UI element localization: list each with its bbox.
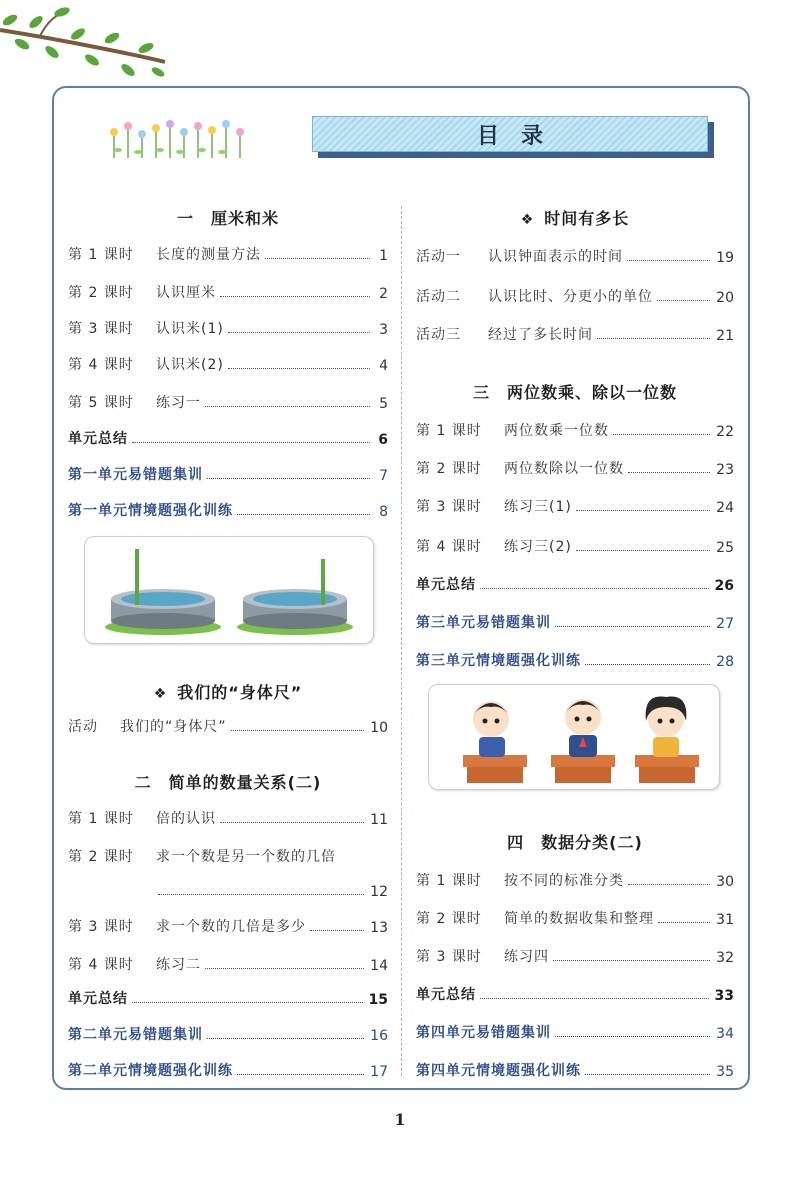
dot-leader — [265, 258, 370, 259]
toc-row-context[interactable]: 第四单元情境题强化训练 35 — [416, 1063, 734, 1080]
diamond-icon: ❖ — [153, 686, 168, 702]
dot-leader — [158, 894, 364, 895]
toc-row-context[interactable]: 第二单元情境题强化训练 17 — [68, 1063, 388, 1080]
toc-row[interactable]: 第 3 课时 认识米(1) 3 — [68, 321, 388, 338]
well-illustration — [84, 536, 374, 644]
toc-row-summary[interactable]: 单元总结 26 — [416, 577, 734, 594]
toc-row[interactable]: 活动二 认识比时、分更小的单位 20 — [416, 289, 734, 306]
branch-decoration-icon — [0, 0, 170, 90]
dot-leader — [576, 550, 710, 551]
toc-row-errors[interactable]: 第一单元易错题集训 7 — [68, 467, 388, 484]
dot-leader — [132, 442, 370, 443]
dot-leader — [553, 960, 710, 961]
toc-row[interactable]: 第 4 课时 练习二 14 — [68, 957, 388, 974]
toc-row[interactable]: 活动三 经过了多长时间 21 — [416, 327, 734, 344]
flower-decoration-icon — [108, 120, 248, 160]
unit1-heading: 一 厘米和米 — [176, 209, 279, 228]
toc-row[interactable]: 第 1 课时 长度的测量方法 1 — [68, 247, 388, 264]
dot-leader — [658, 922, 710, 923]
toc-row[interactable]: 活动 我们的“身体尺” 10 — [68, 719, 388, 736]
dot-leader — [585, 1074, 710, 1075]
dot-leader — [657, 300, 710, 301]
dot-leader — [480, 998, 709, 999]
toc-row-summary[interactable]: 单元总结 33 — [416, 987, 734, 1004]
toc-row-continued[interactable]: 12 — [68, 878, 388, 900]
toc-row[interactable]: 第 1 课时 按不同的标准分类 30 — [416, 873, 734, 890]
toc-row[interactable]: 第 2 课时 两位数除以一位数 23 — [416, 461, 734, 478]
toc-row[interactable]: 第 5 课时 练习一 5 — [68, 395, 388, 412]
dot-leader — [480, 588, 709, 589]
activity-heading: ❖ 我们的“身体尺” — [153, 683, 303, 702]
dot-leader — [207, 1038, 364, 1039]
well-illustration-icon — [85, 537, 373, 643]
toc-row[interactable]: 第 4 课时 练习三(2) 25 — [416, 539, 734, 556]
unit2-heading: 二 简单的数量关系(二) — [134, 773, 322, 792]
toc-row[interactable]: 第 2 课时 简单的数据收集和整理 31 — [416, 911, 734, 928]
toc-row-errors[interactable]: 第四单元易错题集训 34 — [416, 1025, 734, 1042]
dot-leader — [228, 332, 370, 333]
toc-row[interactable]: 第 2 课时 认识厘米 2 — [68, 285, 388, 302]
dot-leader — [613, 434, 710, 435]
dot-leader — [627, 260, 710, 261]
dot-leader — [310, 930, 364, 931]
dot-leader — [628, 472, 710, 473]
page-title: 目录 — [312, 116, 708, 152]
children-illustration-icon — [429, 685, 719, 789]
column-divider — [401, 206, 402, 1076]
dot-leader — [576, 510, 710, 511]
toc-row[interactable]: 活动一 认识钟面表示的时间 19 — [416, 249, 734, 266]
toc-row[interactable]: 第 3 课时 练习三(1) 24 — [416, 499, 734, 516]
toc-row[interactable]: 第 2 课时 求一个数是另一个数的几倍 — [68, 849, 336, 865]
toc-row-context[interactable]: 第三单元情境题强化训练 28 — [416, 653, 734, 670]
dot-leader — [555, 1036, 710, 1037]
toc-row[interactable]: 第 3 课时 求一个数的几倍是多少 13 — [68, 919, 388, 936]
dot-leader — [597, 338, 710, 339]
children-illustration — [428, 684, 720, 790]
dot-leader — [220, 822, 364, 823]
dot-leader — [207, 478, 370, 479]
toc-row-summary[interactable]: 单元总结 6 — [68, 431, 388, 448]
toc-row[interactable]: 第 3 课时 练习四 32 — [416, 949, 734, 966]
time-heading: ❖ 时间有多长 — [520, 209, 630, 228]
toc-row-errors[interactable]: 第三单元易错题集训 27 — [416, 615, 734, 632]
toc-row-errors[interactable]: 第二单元易错题集训 16 — [68, 1027, 388, 1044]
dot-leader — [220, 296, 370, 297]
page-number: 1 — [394, 1110, 406, 1129]
toc-row[interactable]: 第 4 课时 认识米(2) 4 — [68, 357, 388, 374]
toc-row-context[interactable]: 第一单元情境题强化训练 8 — [68, 503, 388, 520]
diamond-icon: ❖ — [520, 212, 535, 228]
dot-leader — [628, 884, 710, 885]
dot-leader — [228, 368, 370, 369]
toc-row[interactable]: 第 1 课时 倍的认识 11 — [68, 811, 388, 828]
toc-row[interactable]: 第 1 课时 两位数乘一位数 22 — [416, 423, 734, 440]
unit4-heading: 四 数据分类(二) — [507, 833, 643, 852]
dot-leader — [132, 1002, 363, 1003]
dot-leader — [555, 626, 710, 627]
unit3-heading: 三 两位数乘、除以一位数 — [472, 383, 677, 402]
dot-leader — [237, 1074, 364, 1075]
dot-leader — [205, 406, 370, 407]
dot-leader — [237, 514, 370, 515]
dot-leader — [231, 730, 365, 731]
dot-leader — [205, 968, 364, 969]
dot-leader — [585, 664, 710, 665]
toc-row-summary[interactable]: 单元总结 15 — [68, 991, 388, 1008]
